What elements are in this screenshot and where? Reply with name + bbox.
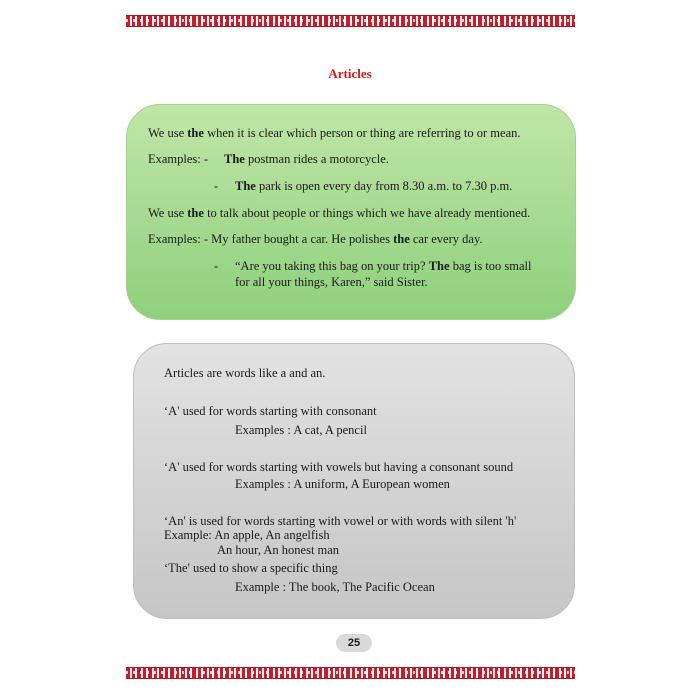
bottom-decorative-border: [126, 667, 575, 679]
rule-1: We use the when it is clear which person or thing are referring to or mean.: [148, 126, 521, 140]
an-example-2: An hour, An honest man: [217, 543, 340, 557]
definite-article-box: [126, 104, 576, 320]
an-rule: ‘An' is used for words starting with vowel or with words with silent 'h': [164, 514, 517, 528]
a-consonant-examples: Examples : A cat, A pencil: [235, 423, 367, 437]
a-consonant-rule: ‘A' used for words starting with consonant: [164, 404, 377, 418]
page-title: Articles: [328, 66, 372, 81]
top-decorative-border: [126, 15, 575, 27]
example-1: The postman rides a motorcycle.: [224, 152, 389, 166]
example-2: The park is open every day from 8.30 a.m. to 7.30 p.m.: [235, 179, 513, 193]
an-example-1: Example: An apple, An angelfish: [164, 528, 330, 542]
the-example: Example : The book, The Pacific Ocean: [235, 580, 435, 594]
rule-2: We use the to talk about people or things which we have already mentioned.: [148, 206, 531, 220]
intro: Articles are words like a and an.: [164, 366, 326, 380]
example-2-dash: -: [214, 179, 219, 193]
example-label: Examples: -: [148, 152, 209, 166]
page-number: 25: [336, 634, 372, 652]
example-4-line-2: for all your things, Karen,” said Sister.: [235, 275, 428, 289]
example-3: Examples: - My father bought a car. He polishes the car every day.: [148, 232, 483, 246]
a-vowel-examples: Examples : A uniform, A European women: [235, 477, 450, 491]
a-vowel-rule: ‘A' used for words starting with vowels but having a consonant sound: [164, 460, 514, 474]
the-rule: ‘The' used to show a specific thing: [164, 561, 338, 575]
indefinite-article-box: [133, 343, 575, 619]
example-4-line-1: “Are you taking this bag on your trip? The bag is too small: [235, 259, 532, 273]
example-4-dash: -: [214, 259, 219, 273]
